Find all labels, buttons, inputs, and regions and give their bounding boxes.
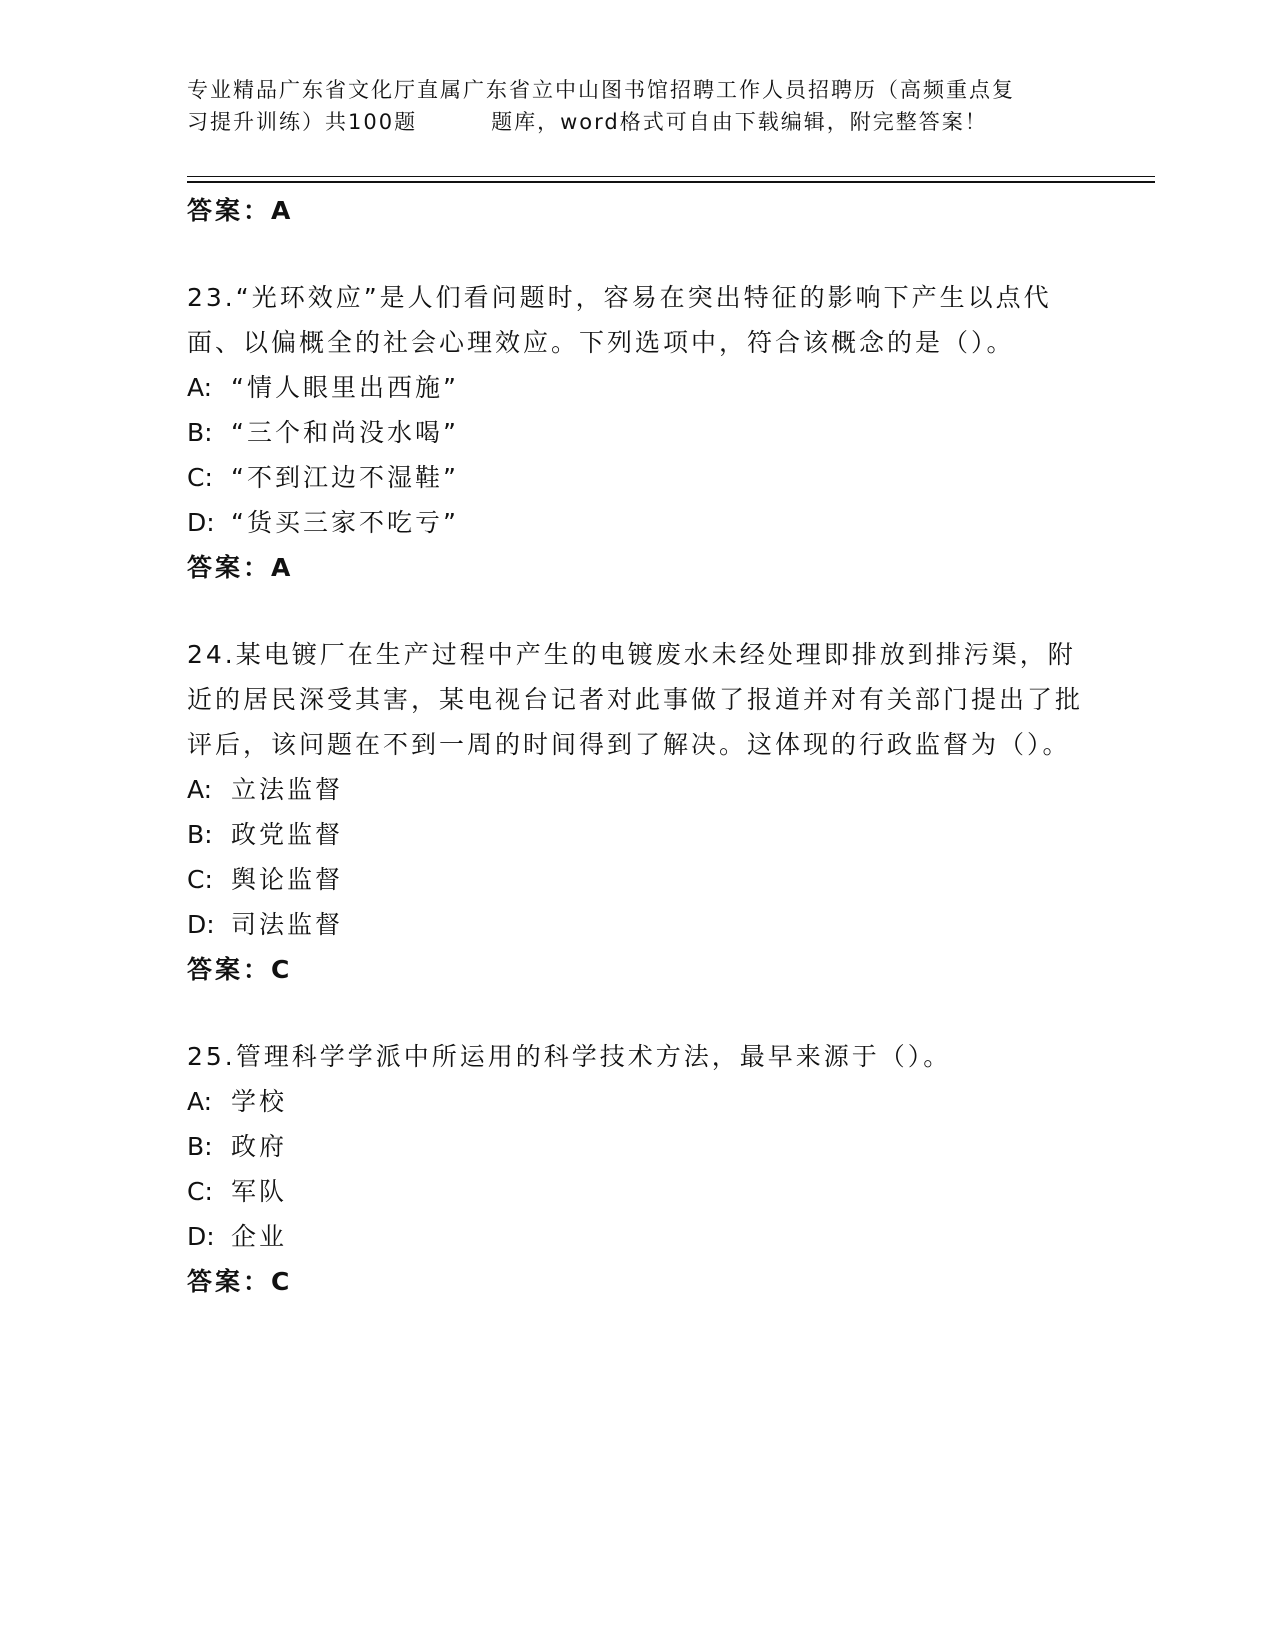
option-b	[187, 812, 1087, 857]
option-letter: C:	[187, 463, 213, 492]
option-text: 舆论监督	[231, 865, 344, 894]
option-text: 学校	[231, 1087, 288, 1116]
answer-line	[187, 947, 1087, 993]
answer-prefix: 答案：	[187, 553, 272, 582]
option-d	[187, 1214, 1087, 1259]
option-c	[187, 1169, 1087, 1214]
option-text: “三个和尚没水喝”	[231, 418, 459, 447]
question-text: 25.管理科学学派中所运用的科学技术方法，最早来源于（）。	[187, 1042, 952, 1071]
option-letter: A:	[187, 1087, 213, 1116]
option-text: 司法监督	[231, 910, 344, 939]
option-text: “情人眼里出西施”	[231, 373, 459, 402]
option-b	[187, 1124, 1087, 1169]
option-letter: C:	[187, 865, 213, 894]
answer-value: A	[271, 196, 294, 225]
answer-prefix: 答案：	[187, 1267, 272, 1296]
header-title-left: 习提升训练）共100题	[187, 110, 418, 134]
header-divider-thick	[187, 181, 1155, 183]
answer-value: C	[271, 1267, 293, 1296]
answer-prefix: 答案：	[187, 196, 272, 225]
option-letter: D:	[187, 910, 215, 939]
option-text: “不到江边不湿鞋”	[231, 463, 459, 492]
answer-line	[187, 188, 1087, 234]
option-text: 军队	[231, 1177, 288, 1206]
option-c	[187, 455, 1087, 500]
option-letter: D:	[187, 508, 215, 537]
option-text: 政府	[231, 1132, 288, 1161]
option-letter: A:	[187, 775, 213, 804]
option-text: “货买三家不吃亏”	[231, 508, 459, 537]
page-header	[187, 74, 1087, 138]
option-letter: C:	[187, 1177, 213, 1206]
answer-prefix: 答案：	[187, 955, 272, 984]
header-title-line2	[187, 106, 1087, 138]
answer-value: C	[271, 955, 293, 984]
question-text: 24.某电镀厂在生产过程中产生的电镀废水未经处理即排放到排污渠，附近的居民深受其害，某电视台记者对此事做了报道并对有关部门提出了批评后，该问题在不到一周的时间得到了解决。这体现的行政监督为（）。	[187, 640, 1084, 759]
option-a	[187, 365, 1087, 410]
option-d	[187, 902, 1087, 947]
option-text: 企业	[231, 1222, 288, 1251]
option-a	[187, 1079, 1087, 1124]
option-a	[187, 767, 1087, 812]
header-title-right: 题库，word格式可自由下载编辑，附完整答案！	[491, 110, 988, 134]
option-letter: A:	[187, 373, 213, 402]
answer-line	[187, 545, 1087, 591]
option-text: 立法监督	[231, 775, 344, 804]
option-c	[187, 857, 1087, 902]
option-letter: B:	[187, 418, 213, 447]
option-text: 政党监督	[231, 820, 344, 849]
header-divider-thin	[187, 176, 1155, 177]
option-letter: B:	[187, 1132, 213, 1161]
option-letter: D:	[187, 1222, 215, 1251]
answer-line	[187, 1259, 1087, 1305]
answer-value: A	[271, 553, 294, 582]
question-text: 23.“光环效应”是人们看问题时，容易在突出特征的影响下产生以点代面、以偏概全的社会心理效应。下列选项中，符合该概念的是（）。	[187, 283, 1052, 357]
header-title-line1: 专业精品广东省文化厅直属广东省立中山图书馆招聘工作人员招聘历（高频重点复	[187, 78, 1015, 102]
option-letter: B:	[187, 820, 213, 849]
option-d	[187, 500, 1087, 545]
option-b	[187, 410, 1087, 455]
document-body	[187, 188, 1087, 1305]
